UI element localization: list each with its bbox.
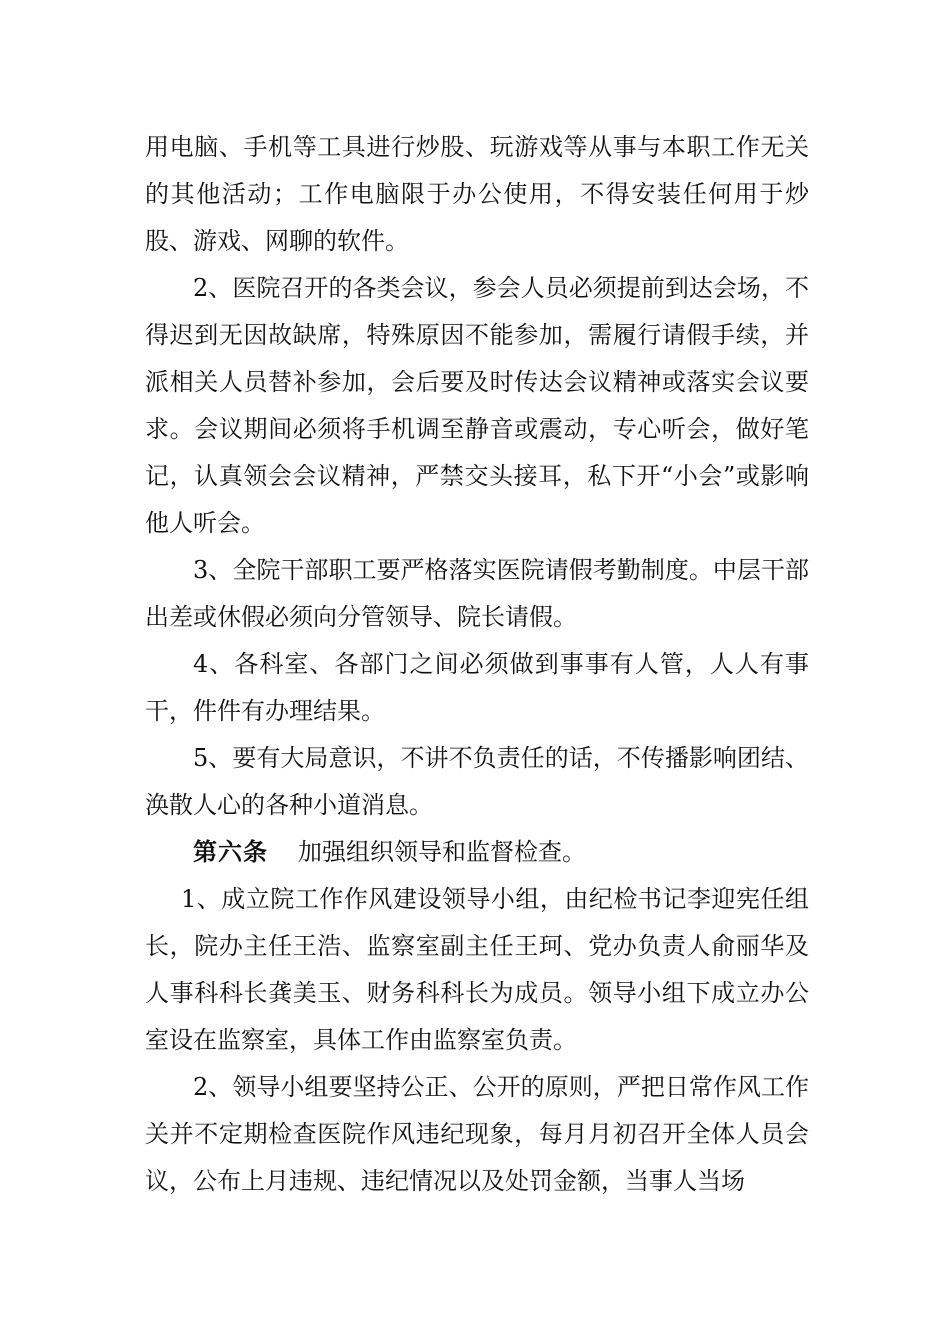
article-heading (145, 829, 809, 876)
paragraph-item-2-supervision: 2、领导小组要坚持公正、公开的原则，严把日常作风工作关并不定期检查医院作风违纪现象，每月月初召开全体人员会议，公布上月违规、违纪情况以及处罚金额，当事人当场 (145, 1073, 809, 1195)
paragraph-item-2-meetings: 2、医院召开的各类会议，参会人员必须提前到达会场，不得迟到无因故缺席，特殊原因不能参加，需履行请假手续，并派相关人员替补参加，会后要及时传达会议精神或落实会议要求。会议期间必须将手机调至静音或震动，专心听会，做好笔记，认真领会会议精神，严禁交头接耳，私下开“小会”或影响他人听会。 (145, 274, 809, 537)
paragraph-item-3-leave: 3、全院干部职工要严格落实医院请假考勤制度。中层干部出差或休假必须向分管领导、院长请假。 (145, 556, 809, 631)
paragraph-item-5-awareness: 5、要有大局意识，不讲不负责任的话，不传播影响团结、涣散人心的各种小道消息。 (145, 744, 809, 819)
article-title: 加强组织领导和监督检查。 (298, 838, 586, 866)
paragraph-item-4-departments: 4、各科室、各部门之间必须做到事事有人管，人人有事干，件件有办理结果。 (145, 650, 809, 725)
document-body (145, 124, 809, 1205)
article-label: 第六条 (193, 838, 268, 866)
paragraph-continuation: 用电脑、手机等工具进行炒股、玩游戏等从事与本职工作无关的其他活动；工作电脑限于办公使用，不得安装任何用于炒股、游戏、网聊的软件。 (145, 133, 809, 255)
paragraph-item-1-leadership-group: 1、成立院工作作风建设领导小组，由纪检书记李迎宪任组长，院办主任王浩、监察室副主任王珂、党办负责人俞丽华及人事科科长龚美玉、财务科科长为成员。领导小组下成立办公室设在监察室，具体工作由监察室负责。 (145, 885, 809, 1054)
